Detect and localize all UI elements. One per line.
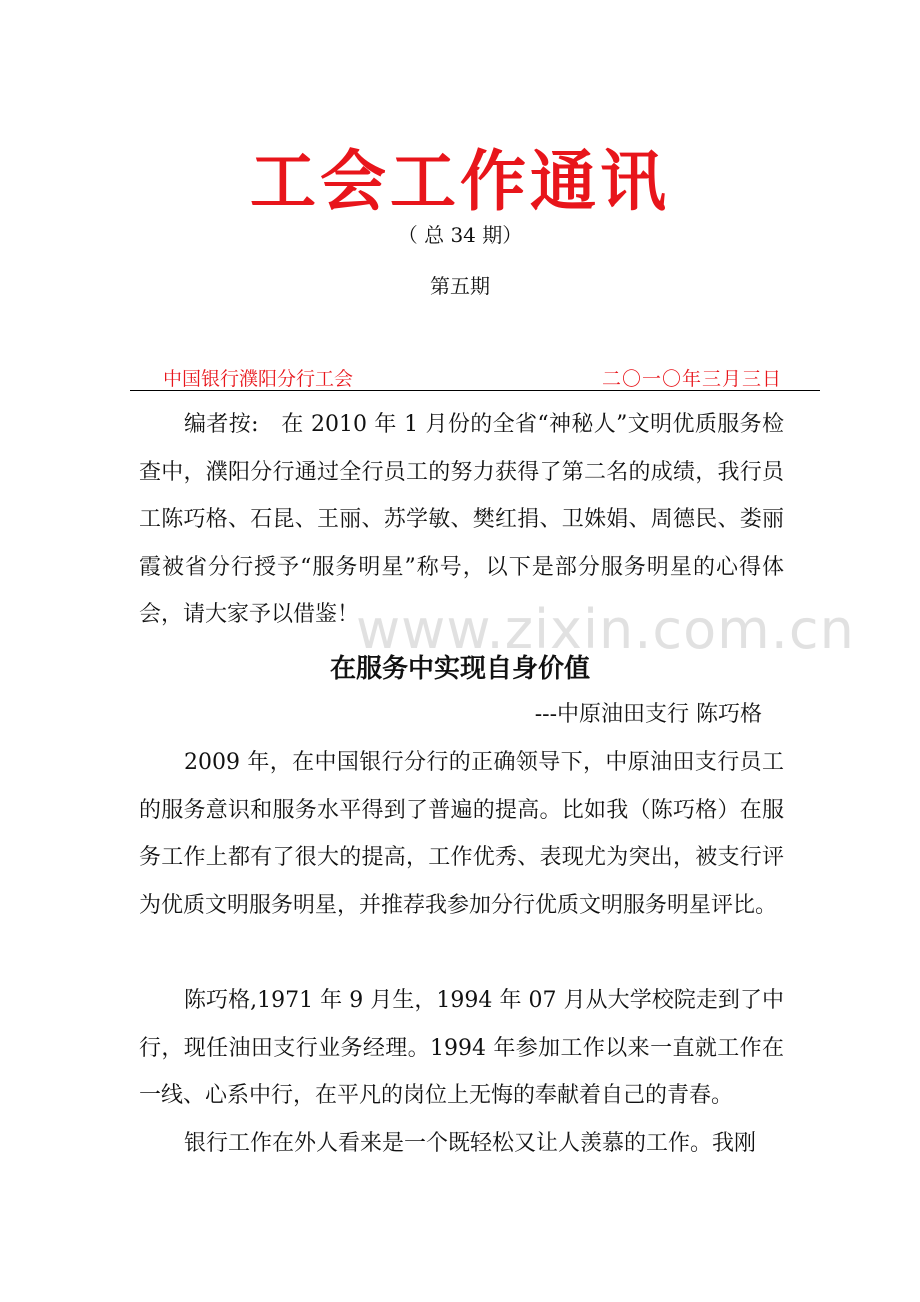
article-paragraph: 陈巧格,1971 年 9 月生，1994 年 07 月从大学校院走到了中行，现任油田支行业务经理。1994 年参加工作以来一直就工作在一线、心系中行，在平凡的岗位上无悔的奉献着自己的青春。: [139, 988, 784, 1108]
newsletter-title: 工会工作通讯: [250, 143, 670, 220]
total-issue-number: （ 总 34 期）: [397, 223, 523, 247]
issue-number: 第五期: [430, 274, 490, 298]
header-rule: [130, 364, 820, 391]
organization-name: 中国银行濮阳分行工会: [163, 368, 354, 390]
article-paragraph: 2009 年，在中国银行分行的正确领导下，中原油田支行员工的服务意识和服务水平得到了普遍的提高。比如我（陈巧格）在服务工作上都有了很大的提高，工作优秀、表现尤为突出，被支行评为优质文明服务明星，并推荐我参加分行优质文明服务明星评比。: [139, 750, 784, 918]
editor-note: 编者按: 在 2010 年 1 月份的全省“神秘人”文明优质服务检查中，濮阳分行通过全行员工的努力获得了第二名的成绩，我行员工陈巧格、石昆、王丽、苏学敏、樊红捐、卫姝娟、周德民、娄丽霞被省分行授予“服务明星”称号，以下是部分服务明星的心得体会，请大家予以借鉴！: [139, 412, 784, 627]
article-title: 在服务中实现自身价值: [329, 654, 590, 684]
article-byline: ---中原油田支行 陈巧格: [534, 702, 762, 727]
issue-date: 二〇一〇年三月三日: [601, 368, 782, 390]
watermark: www.zixin.com.cn: [356, 598, 855, 661]
article-paragraph: 银行工作在外人看来是一个既轻松又让人羡慕的工作。我刚: [184, 1131, 757, 1156]
